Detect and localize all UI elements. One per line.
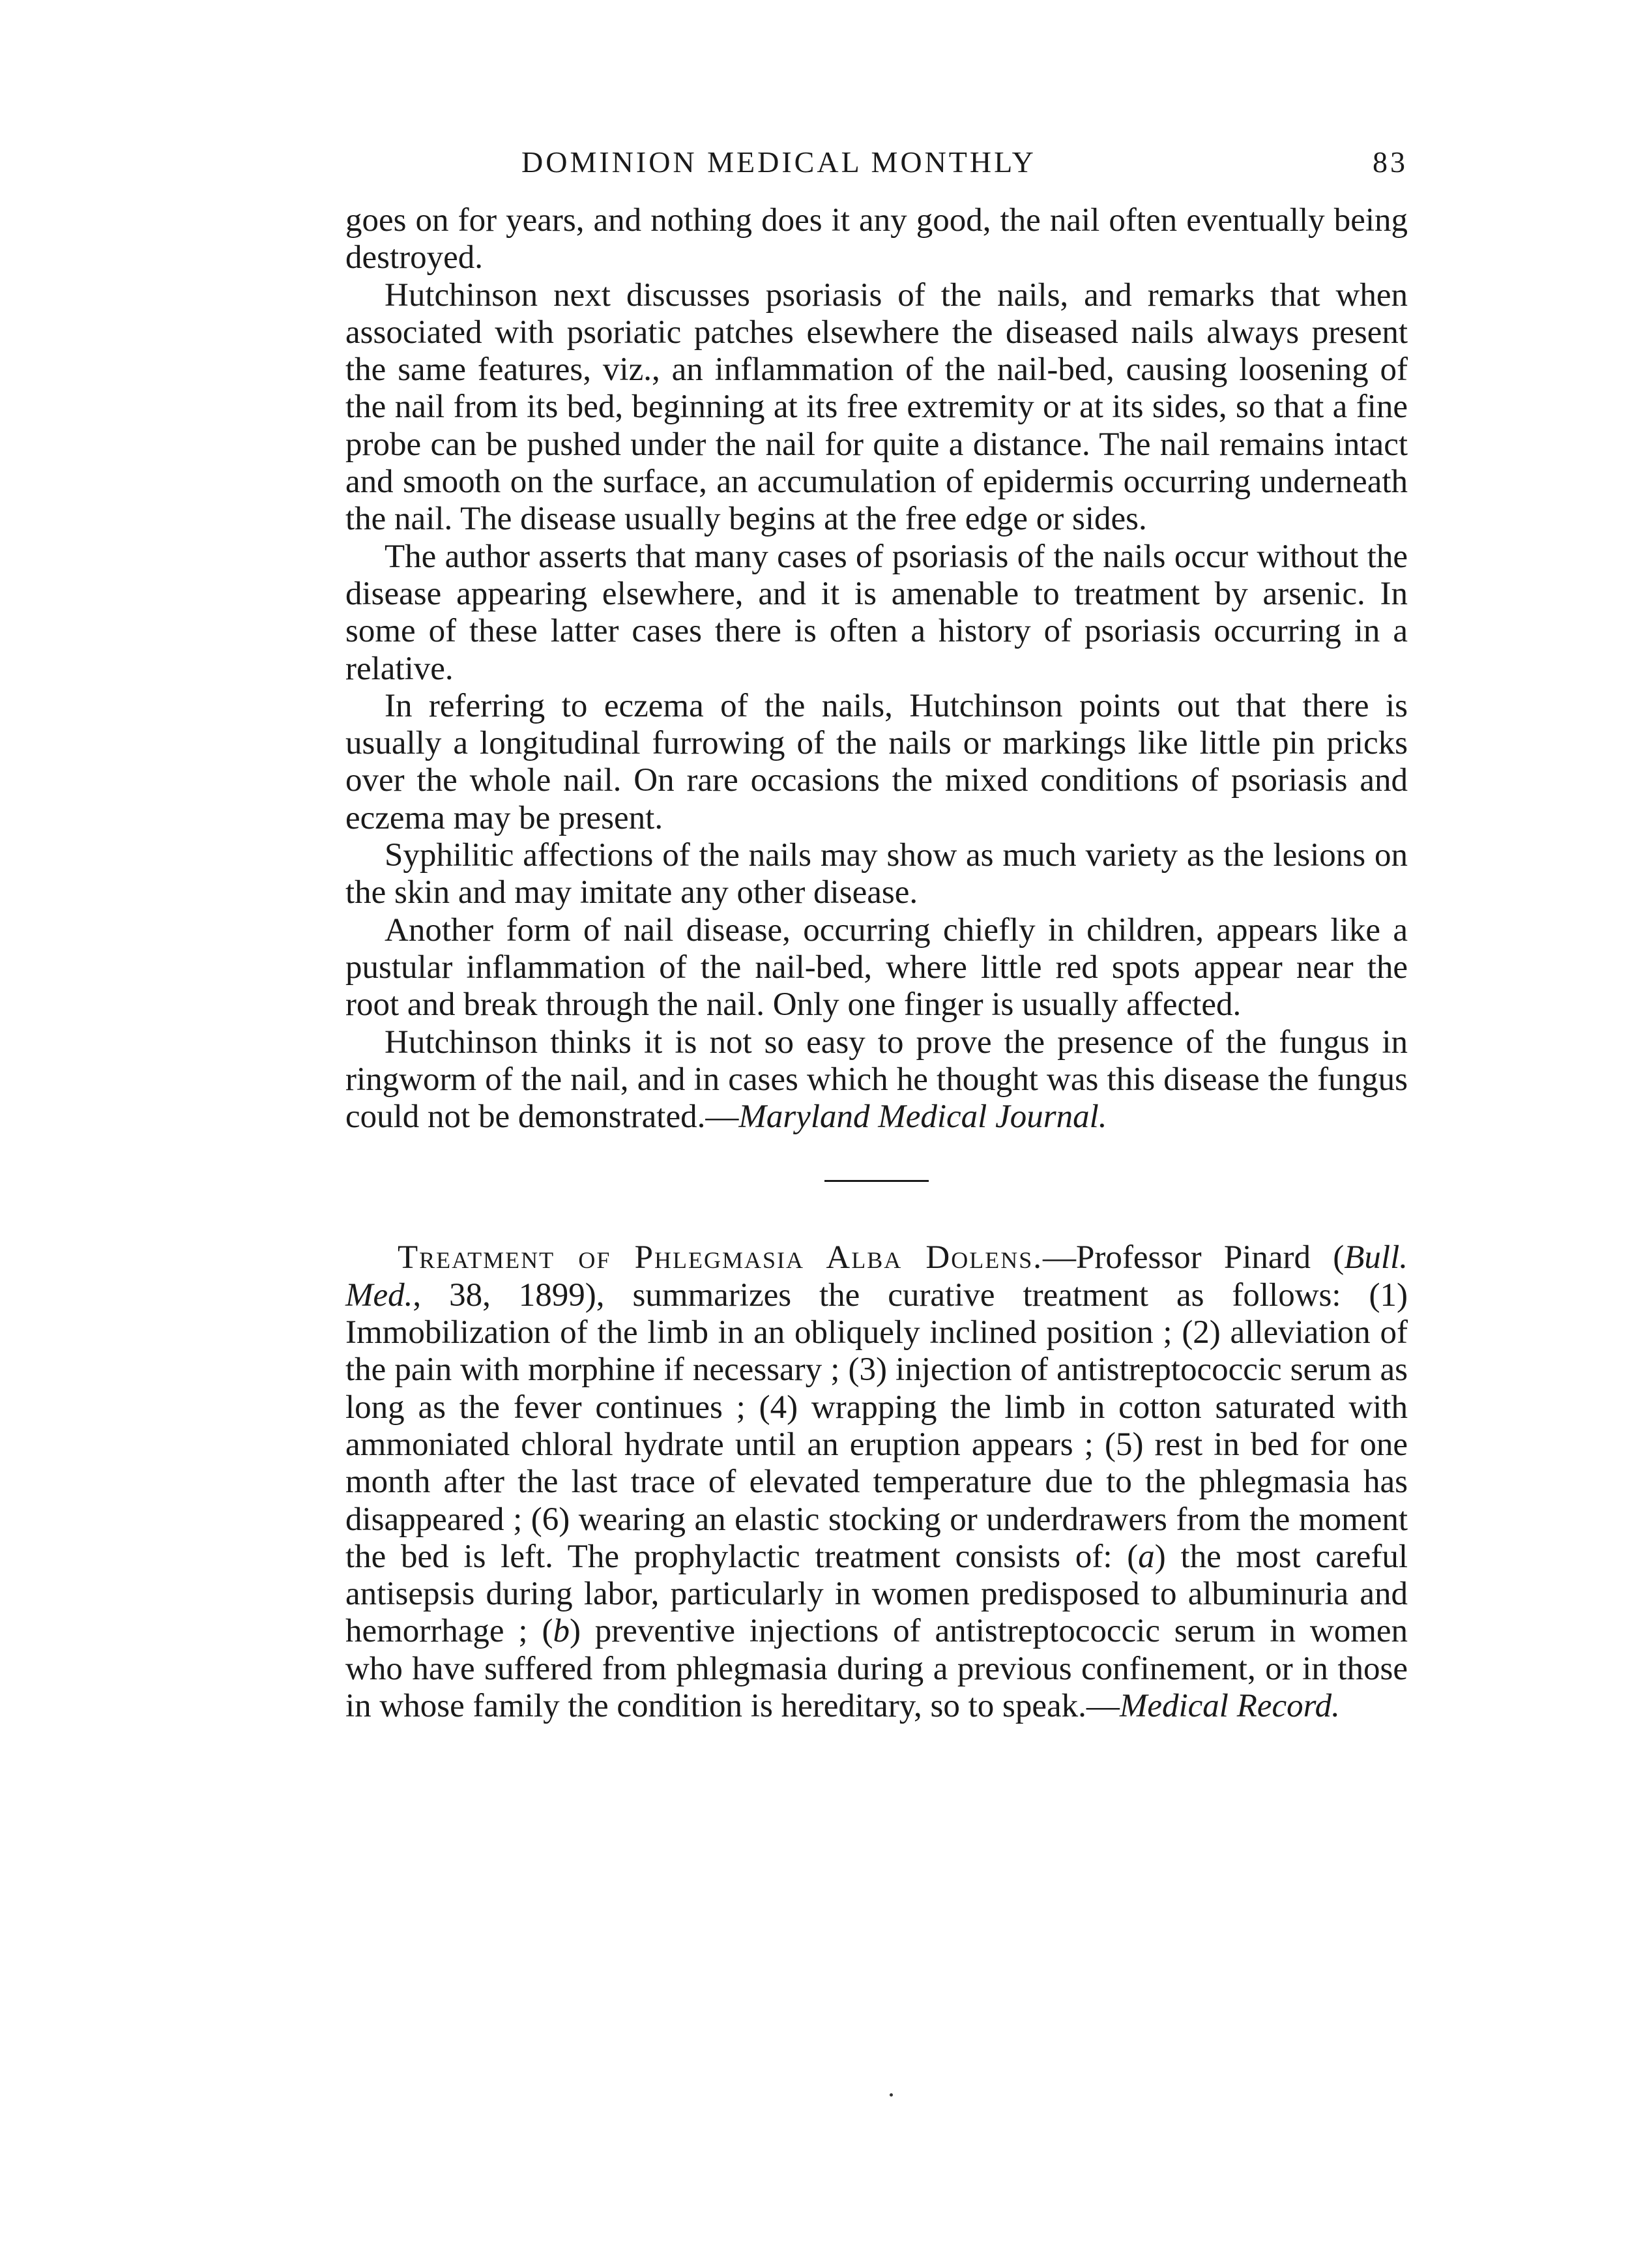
print-speck [890,2093,893,2097]
paragraph-psoriasis: Hutchinson next discusses psoriasis of the nails, and remarks that when associated with psoriatic patches elsewhere the diseased nails always present the same features, viz., an inflammation of the nail-bed, causing loosening of the nail from its bed, beginning at its free extremity or at its sides, so that a fine probe can be pushed under the nail for quite a distance. The nail remains intact and smooth on the surface, an accumulation of epidermis occurring underneath the nail. The disease usually begins at the free edge or sides. [345,276,1408,538]
paragraph-eczema: In referring to eczema of the nails, Hutchinson points out that there is usually a longitudinal furrowing of the nails or markings like little pin pricks over the whole nail. On rare occasions the mixed conditions of psoriasis and eczema may be present. [345,687,1408,836]
journal-citation: Bull. Med. [345,1239,1408,1314]
item-b-label: b [553,1613,570,1650]
phlegmasia-text-3: ) the most careful antisepsis during labor, particularly in women predisposed to albuminuria and hemorrhage ; ( [345,1538,1408,1650]
paragraph-ringworm [345,1024,1408,1136]
source-citation-record: Medical Record. [1119,1687,1340,1724]
paragraph-syphilitic: Syphilitic affections of the nails may show as much variety as the lesions on the skin and may imitate any other disease. [345,837,1408,911]
phlegmasia-text-2: , 38, 1899), summarizes the curative treatment as follows: (1) Immobilization of the limb in an obliquely inclined position ; (2) alleviation of the pain with morphine if necessary ; (3) injection of antistreptococcic serum as long as the fever continues ; (4) wrapping the limb in cotton saturated with ammoniated chloral hydrate until an eruption appears ; (5) rest in bed for one month after the last trace of elevated temperature due to the phlegmasia has disappeared ; (6) wearing an elastic stocking or underdrawers from the moment the bed is left. The prophylactic treatment consists of: ( [345,1276,1408,1575]
section-divider [824,1180,929,1182]
phlegmasia-text-1: —Professor Pinard ( [1043,1239,1345,1276]
paragraph-continuation: goes on for years, and nothing does it any good, the nail often eventually being destroyed. [345,202,1408,276]
article-nail-diseases [345,202,1408,1136]
phlegmasia-text-4: ) preventive injections of antistreptococcic serum in women who have suffered from phlegmasia during a previous confinement, or in those in whose family the condition is hereditary, so to speak.— [345,1613,1408,1724]
paragraph-arsenic: The author asserts that many cases of psoriasis of the nails occur without the disease appearing elsewhere, and it is amenable to treatment by arsenic. In some of these latter cases there is often a history of psoriasis occurring in a relative. [345,538,1408,687]
ringworm-text: Hutchinson thinks it is not so easy to prove the presence of the fungus in ringworm of the nail, and in cases which he thought was this disease the fungus could not be demonstrated.— [345,1024,1408,1136]
article-heading: Treatment of Phlegmasia Alba Dolens. [398,1239,1043,1276]
page-number: 83 [1373,145,1408,179]
text-column [345,202,1408,1725]
paragraph-pustular: Another form of nail disease, occurring chiefly in children, appears like a pustular inflammation of the nail-bed, where little red spots appear near the root and break through the nail. Only one finger is usually affected. [345,911,1408,1024]
paragraph-phlegmasia [345,1239,1408,1725]
source-citation: Maryland Medical Journal. [738,1098,1107,1136]
running-title: DOMINION MEDICAL MONTHLY [521,145,1036,179]
article-phlegmasia [345,1239,1408,1725]
page-header [345,145,1408,190]
item-a-label: a [1138,1538,1155,1575]
